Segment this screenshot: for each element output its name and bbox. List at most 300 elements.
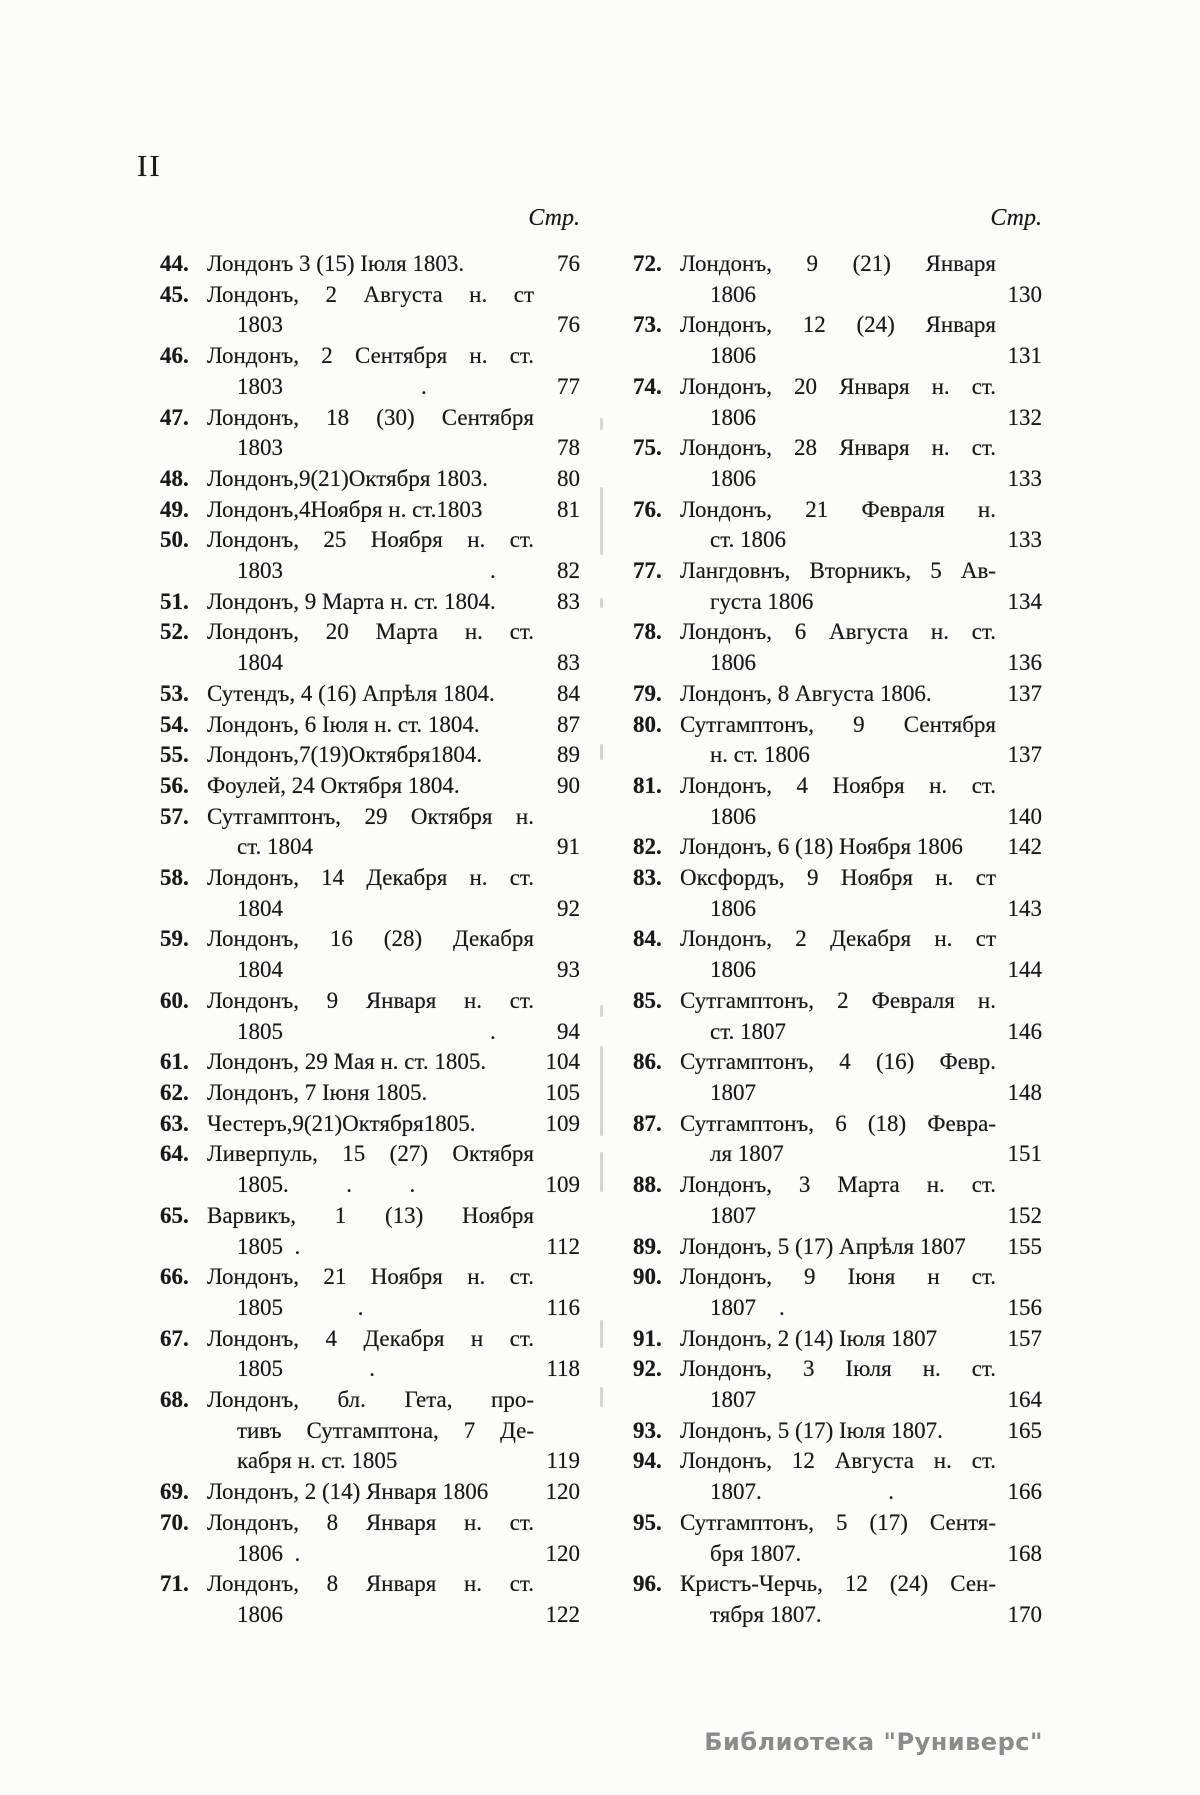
entry-page-number: 140 [1007, 803, 1042, 829]
toc-entry [633, 1047, 1042, 1108]
entry-page-number: 152 [1007, 1202, 1042, 1228]
entry-number: 47. [160, 404, 189, 430]
entry-page-number: 94 [557, 1018, 580, 1044]
entry-line: 1807 [710, 1387, 756, 1413]
entry-text [207, 1109, 534, 1140]
entry-line: Оксфордъ, 9 Ноября н. ст [680, 865, 996, 891]
entry-page-number: 157 [1007, 1325, 1042, 1351]
toc-entry [160, 1201, 580, 1262]
entry-text [680, 617, 996, 678]
scan-artifact [600, 744, 603, 760]
toc-entry [633, 1170, 1042, 1231]
entry-text [207, 1477, 534, 1508]
toc-entries-left [160, 249, 580, 1631]
toc-entry [160, 249, 580, 280]
entry-line: Лондонъ, 16 (28) Декабря [207, 926, 534, 952]
entry-number: 81. [633, 772, 662, 798]
entry-line: Лондонъ, бл. Гета, про- [207, 1387, 534, 1413]
entry-line: 1806 [710, 281, 756, 307]
entry-number: 67. [160, 1325, 189, 1351]
entry-text [680, 249, 996, 310]
entry-line: густа 1806 [710, 588, 814, 614]
entry-text [207, 587, 534, 618]
entry-text [680, 1446, 996, 1507]
entry-text [680, 832, 996, 863]
toc-entry [160, 1078, 580, 1109]
toc-entry [633, 1324, 1042, 1355]
entry-page-number: 146 [1007, 1018, 1042, 1044]
entry-page-number: 77 [557, 373, 580, 399]
entry-page-number: 82 [557, 558, 580, 584]
entry-number: 55. [160, 742, 189, 768]
scan-artifact [600, 1387, 603, 1407]
entry-text [207, 1262, 534, 1323]
entry-number: 94. [633, 1448, 662, 1474]
entry-page-number: 164 [1007, 1387, 1042, 1413]
toc-entry [160, 617, 580, 678]
entry-number: 88. [633, 1172, 662, 1198]
entry-number: 68. [160, 1387, 189, 1413]
entry-line: Лондонъ, 12 Августа н. ст. [680, 1448, 996, 1474]
entry-number: 66. [160, 1264, 189, 1290]
entry-line: Лондонъ, 2 Августа н. ст [207, 281, 534, 307]
entry-number: 93. [633, 1417, 662, 1443]
entry-text [680, 1354, 996, 1415]
entry-page-number: 165 [1007, 1417, 1042, 1443]
toc-entry [160, 1262, 580, 1323]
toc-entry [160, 587, 580, 618]
entry-line: 1807. . [710, 1479, 894, 1505]
entry-number: 71. [160, 1571, 189, 1597]
page-column-header: Стр. [990, 205, 1042, 231]
entry-line: 1805 . [237, 1356, 375, 1382]
entry-line: Сутендъ, 4 (16) Апрѣля 1804. [207, 680, 495, 706]
entry-line: Ливерпуль, 15 (27) Октября [207, 1141, 534, 1167]
entry-line: Лондонъ, 9 Іюня н ст. [680, 1264, 996, 1290]
entry-line: Лондонъ, 6 (18) Ноября 1806 [680, 834, 963, 860]
entry-text [207, 403, 534, 464]
entry-line: Лондонъ, 6 Августа н. ст. [680, 619, 996, 645]
entry-number: 46. [160, 343, 189, 369]
entry-text [680, 310, 996, 371]
scan-artifact [600, 487, 603, 555]
entry-number: 82. [633, 834, 662, 860]
entry-text [207, 1508, 534, 1569]
page-column-header: Стр. [528, 205, 580, 231]
entry-page-number: 112 [546, 1233, 580, 1259]
entry-line: Лондонъ, 2 (14) Января 1806 [207, 1479, 489, 1505]
toc-entry [160, 679, 580, 710]
entry-number: 58. [160, 865, 189, 891]
entry-line: Фоулей, 24 Октября 1804. [207, 772, 460, 798]
entry-number: 64. [160, 1141, 189, 1167]
entry-line: Лондонъ, 21 Ноября н. ст. [207, 1264, 534, 1290]
entry-line: Кристъ-Черчь, 12 (24) Сен- [680, 1571, 996, 1597]
entry-text [680, 1262, 996, 1323]
entry-text [680, 710, 996, 771]
scan-artifact [600, 1005, 603, 1017]
entry-page-number: 109 [545, 1110, 580, 1136]
entry-text [680, 679, 996, 710]
toc-entry [633, 1508, 1042, 1569]
entry-number: 54. [160, 711, 189, 737]
entry-line: н. ст. 1806 [710, 742, 810, 768]
entry-page-number: 80 [557, 465, 580, 491]
entry-text [207, 1201, 534, 1262]
entry-line: 1806 [237, 1601, 283, 1627]
entry-number: 65. [160, 1202, 189, 1228]
entry-page-number: 89 [557, 742, 580, 768]
entry-page-number: 84 [557, 680, 580, 706]
entry-page-number: 151 [1007, 1141, 1042, 1167]
entry-page-number: 87 [557, 711, 580, 737]
entry-number: 78. [633, 619, 662, 645]
entry-line: 1803 . [237, 373, 427, 399]
entry-line: Лондонъ, 9 Января н. ст. [207, 987, 534, 1013]
entry-page-number: 122 [545, 1601, 580, 1627]
entry-line: 1806 [710, 465, 756, 491]
toc-entry [633, 1262, 1042, 1323]
entry-page-number: 137 [1007, 680, 1042, 706]
entry-line: ст. 1804 [237, 834, 314, 860]
entry-number: 87. [633, 1110, 662, 1136]
entry-number: 86. [633, 1049, 662, 1075]
toc-entry [633, 1446, 1042, 1507]
entry-line: Лондонъ, 8 Августа 1806. [680, 680, 932, 706]
entry-page-number: 118 [546, 1356, 580, 1382]
entry-line: Лондонъ, 9 Марта н. ст. 1804. [207, 588, 496, 614]
toc-entry [160, 771, 580, 802]
entry-number: 50. [160, 527, 189, 553]
entry-line: Честеръ,9(21)Октября1805. [207, 1110, 476, 1136]
entry-line: тивъ Сутгамптона, 7 Де- [237, 1417, 534, 1443]
scan-artifact [600, 1046, 603, 1136]
entry-text [680, 1569, 996, 1630]
entry-text [207, 710, 534, 741]
entry-text [680, 495, 996, 556]
entry-text [680, 372, 996, 433]
entry-text [207, 863, 534, 924]
entry-page-number: 83 [557, 650, 580, 676]
entry-line: 1804 [237, 650, 283, 676]
entry-number: 84. [633, 926, 662, 952]
library-watermark: Библиотека "Руниверс" [704, 1728, 1043, 1756]
toc-entry [160, 464, 580, 495]
entry-text [207, 802, 534, 863]
entry-line: Сутгамптонъ, 4 (16) Февр. [680, 1049, 996, 1075]
entry-number: 69. [160, 1479, 189, 1505]
entry-page-number: 136 [1007, 650, 1042, 676]
entry-page-number: 119 [546, 1448, 580, 1474]
entry-number: 48. [160, 465, 189, 491]
toc-entry [633, 310, 1042, 371]
entry-page-number: 76 [557, 312, 580, 338]
entry-number: 92. [633, 1356, 662, 1382]
toc-entry [633, 832, 1042, 863]
entry-line: Лангдовнъ, Вторникъ, 5 Ав- [680, 558, 996, 584]
toc-entry [160, 986, 580, 1047]
entry-text [207, 464, 534, 495]
entry-line: Лондонъ, 25 Ноября н. ст. [207, 527, 534, 553]
toc-column-right [633, 205, 1042, 1631]
entry-line: Варвикъ, 1 (13) Ноября [207, 1202, 534, 1228]
scan-artifact [600, 1152, 603, 1192]
entry-number: 77. [633, 558, 662, 584]
entry-page-number: 76 [557, 251, 580, 276]
toc-entry [633, 1232, 1042, 1263]
entry-text [680, 556, 996, 617]
entry-line: Лондонъ,9(21)Октября 1803. [207, 465, 488, 491]
toc-entry [160, 495, 580, 526]
entry-page-number: 133 [1007, 465, 1042, 491]
entry-line: Лондонъ,7(19)Октября1804. [207, 742, 483, 768]
toc-entry [160, 1385, 580, 1477]
entry-text [680, 924, 996, 985]
entry-line: 1806 [710, 650, 756, 676]
entry-line: тября 1807. [710, 1601, 822, 1627]
entry-line: Лондонъ, 5 (17) Апрѣля 1807 [680, 1233, 966, 1259]
toc-entry [633, 433, 1042, 494]
toc-column-left [160, 205, 580, 1631]
entry-number: 57. [160, 803, 189, 829]
entry-text [680, 1232, 996, 1263]
entry-line: 1804 [237, 957, 283, 983]
entry-line: Лондонъ, 3 Іюля н. ст. [680, 1356, 996, 1382]
toc-entry [633, 986, 1042, 1047]
toc-entries-right [633, 249, 1042, 1631]
scan-artifact [600, 1320, 603, 1348]
entry-line: Лондонъ, 5 (17) Іюля 1807. [680, 1417, 943, 1443]
entry-line: Лондонъ, 14 Декабря н. ст. [207, 865, 534, 891]
entry-number: 74. [633, 373, 662, 399]
entry-line: Лондонъ, 4 Ноября н. ст. [680, 772, 996, 798]
toc-entry [160, 525, 580, 586]
entry-line: Лондонъ, 2 Декабря н. ст [680, 926, 996, 952]
toc-entry [633, 863, 1042, 924]
entry-number: 90. [633, 1264, 662, 1290]
entry-line: Лондонъ, 20 Января н. ст. [680, 373, 996, 399]
entry-text [207, 924, 534, 985]
entry-line: 1806 [710, 895, 756, 921]
entry-line: бря 1807. [710, 1540, 802, 1566]
entry-line: Лондонъ, 9 (21) Января [680, 251, 996, 276]
toc-entry [633, 1569, 1042, 1630]
entry-number: 51. [160, 588, 189, 614]
toc-entry [633, 556, 1042, 617]
entry-text [680, 1047, 996, 1108]
toc-entry [160, 403, 580, 464]
entry-text [207, 679, 534, 710]
entry-number: 59. [160, 926, 189, 952]
entry-line: Лондонъ, 8 Января н. ст. [207, 1571, 534, 1597]
toc-entry [633, 1354, 1042, 1415]
entry-page-number: 144 [1007, 957, 1042, 983]
entry-number: 75. [633, 435, 662, 461]
toc-entry [160, 1477, 580, 1508]
entry-text [207, 495, 534, 526]
toc-entry [160, 740, 580, 771]
entry-number: 80. [633, 711, 662, 737]
entry-line: Лондонъ, 2 (14) Іюля 1807 [680, 1325, 938, 1351]
entry-text [680, 1109, 996, 1170]
folio-page-number: II [137, 148, 162, 183]
entry-number: 89. [633, 1233, 662, 1259]
entry-number: 72. [633, 251, 662, 276]
entry-number: 91. [633, 1325, 662, 1351]
entry-number: 45. [160, 281, 189, 307]
toc-entry [633, 924, 1042, 985]
entry-number: 85. [633, 987, 662, 1013]
entry-line: Лондонъ 3 (15) Іюля 1803. [207, 251, 465, 276]
entry-line: 1806 [710, 803, 756, 829]
entry-line: 1805 . [237, 1018, 496, 1044]
entry-line: 1805. . . [237, 1172, 416, 1198]
entry-line: 1807 [710, 1079, 756, 1105]
entry-page-number: 131 [1007, 343, 1042, 369]
entry-number: 60. [160, 987, 189, 1013]
entry-text [680, 1508, 996, 1569]
toc-entry [160, 280, 580, 341]
entry-page-number: 78 [557, 435, 580, 461]
entry-line: 1803 . [237, 558, 496, 584]
entry-line: 1804 [237, 895, 283, 921]
toc-entry [633, 249, 1042, 310]
entry-page-number: 104 [545, 1049, 580, 1075]
entry-page-number: 93 [557, 957, 580, 983]
entry-page-number: 142 [1007, 834, 1042, 860]
entry-page-number: 81 [557, 496, 580, 522]
entry-text [207, 249, 534, 280]
entry-text [207, 525, 534, 586]
entry-text [680, 1416, 996, 1447]
entry-number: 83. [633, 865, 662, 891]
entry-line: Лондонъ, 2 Сентября н. ст. [207, 343, 534, 369]
entry-text [680, 771, 996, 832]
entry-page-number: 109 [545, 1172, 580, 1198]
entry-text [207, 740, 534, 771]
entry-line: Лондонъ, 20 Марта н. ст. [207, 619, 534, 645]
entry-page-number: 83 [557, 588, 580, 614]
entry-page-number: 155 [1007, 1233, 1042, 1259]
entry-number: 49. [160, 496, 189, 522]
entry-line: 1803 [237, 435, 283, 461]
entry-line: Сутгамптонъ, 9 Сентября [680, 711, 996, 737]
entry-page-number: 116 [546, 1294, 580, 1320]
entry-text [207, 1047, 534, 1078]
entry-page-number: 166 [1007, 1479, 1042, 1505]
entry-line: 1805 . [237, 1294, 364, 1320]
entry-text [207, 280, 534, 341]
toc-entry [160, 341, 580, 402]
entry-line: Лондонъ, 29 Мая н. ст. 1805. [207, 1049, 487, 1075]
entry-text [680, 433, 996, 494]
toc-entry [633, 617, 1042, 678]
entry-page-number: 134 [1007, 588, 1042, 614]
entry-line: Лондонъ, 28 Января н. ст. [680, 435, 996, 461]
entry-line: Лондонъ, 3 Марта н. ст. [680, 1172, 996, 1198]
entry-number: 96. [633, 1571, 662, 1597]
toc-entry [160, 924, 580, 985]
entry-number: 56. [160, 772, 189, 798]
toc-entry [160, 1047, 580, 1078]
scan-artifact [600, 418, 603, 430]
entry-number: 61. [160, 1049, 189, 1075]
entry-line: 1806 [710, 343, 756, 369]
entry-line: 1806 . [237, 1540, 301, 1566]
entry-text [207, 1569, 534, 1630]
entry-page-number: 148 [1007, 1079, 1042, 1105]
entry-line: 1807 . [710, 1294, 785, 1320]
entry-number: 63. [160, 1110, 189, 1136]
entry-number: 73. [633, 312, 662, 338]
entry-number: 44. [160, 251, 189, 276]
toc-entry [160, 863, 580, 924]
entry-line: Лондонъ, 8 Января н. ст. [207, 1509, 534, 1535]
toc-entry [160, 1508, 580, 1569]
entry-page-number: 156 [1007, 1294, 1042, 1320]
entry-text [207, 771, 534, 802]
entry-page-number: 132 [1007, 404, 1042, 430]
entry-text [680, 863, 996, 924]
entry-number: 70. [160, 1509, 189, 1535]
entry-line: Сутгамптонъ, 5 (17) Сентя- [680, 1509, 996, 1535]
entry-text [207, 986, 534, 1047]
entry-page-number: 143 [1007, 895, 1042, 921]
entry-line: ля 1807 [710, 1141, 784, 1167]
entry-line: Лондонъ, 21 Февраля н. [680, 496, 996, 522]
toc-entry [633, 771, 1042, 832]
toc-entry [160, 1569, 580, 1630]
entry-line: Лондонъ,4Ноября н. ст.1803 [207, 496, 483, 522]
toc-entry [633, 710, 1042, 771]
entry-text [680, 1170, 996, 1231]
entry-line: кабря н. ст. 1805 [237, 1448, 398, 1474]
entry-number: 76. [633, 496, 662, 522]
entry-page-number: 120 [545, 1479, 580, 1505]
entry-page-number: 130 [1007, 281, 1042, 307]
entry-page-number: 133 [1007, 527, 1042, 553]
toc-entry [160, 1324, 580, 1385]
entry-number: 53. [160, 680, 189, 706]
toc-entry [160, 1109, 580, 1140]
toc-entry [633, 679, 1042, 710]
entry-line: Лондонъ, 7 Іюня 1805. [207, 1079, 428, 1105]
toc-entry [633, 495, 1042, 556]
entry-line: Лондонъ, 18 (30) Сентября [207, 404, 534, 430]
entry-number: 95. [633, 1509, 662, 1535]
entry-line: 1805 . [237, 1233, 301, 1259]
entry-page-number: 120 [545, 1540, 580, 1566]
toc-entry [160, 1139, 580, 1200]
entry-text [207, 1139, 534, 1200]
toc-entry [160, 802, 580, 863]
entry-line: 1806 [710, 957, 756, 983]
entry-page-number: 170 [1007, 1601, 1042, 1627]
entry-number: 79. [633, 680, 662, 706]
entry-number: 52. [160, 619, 189, 645]
toc-entry [633, 1416, 1042, 1447]
entry-text [207, 1385, 534, 1477]
entry-line: ст. 1806 [710, 527, 787, 553]
entry-line: Лондонъ, 4 Декабря н ст. [207, 1325, 534, 1351]
entry-line: 1803 [237, 312, 283, 338]
entry-page-number: 92 [557, 895, 580, 921]
entry-text [207, 341, 534, 402]
entry-line: Лондонъ, 6 Іюля н. ст. 1804. [207, 711, 480, 737]
toc-entry [633, 372, 1042, 433]
entry-text [680, 986, 996, 1047]
entry-text [207, 1324, 534, 1385]
